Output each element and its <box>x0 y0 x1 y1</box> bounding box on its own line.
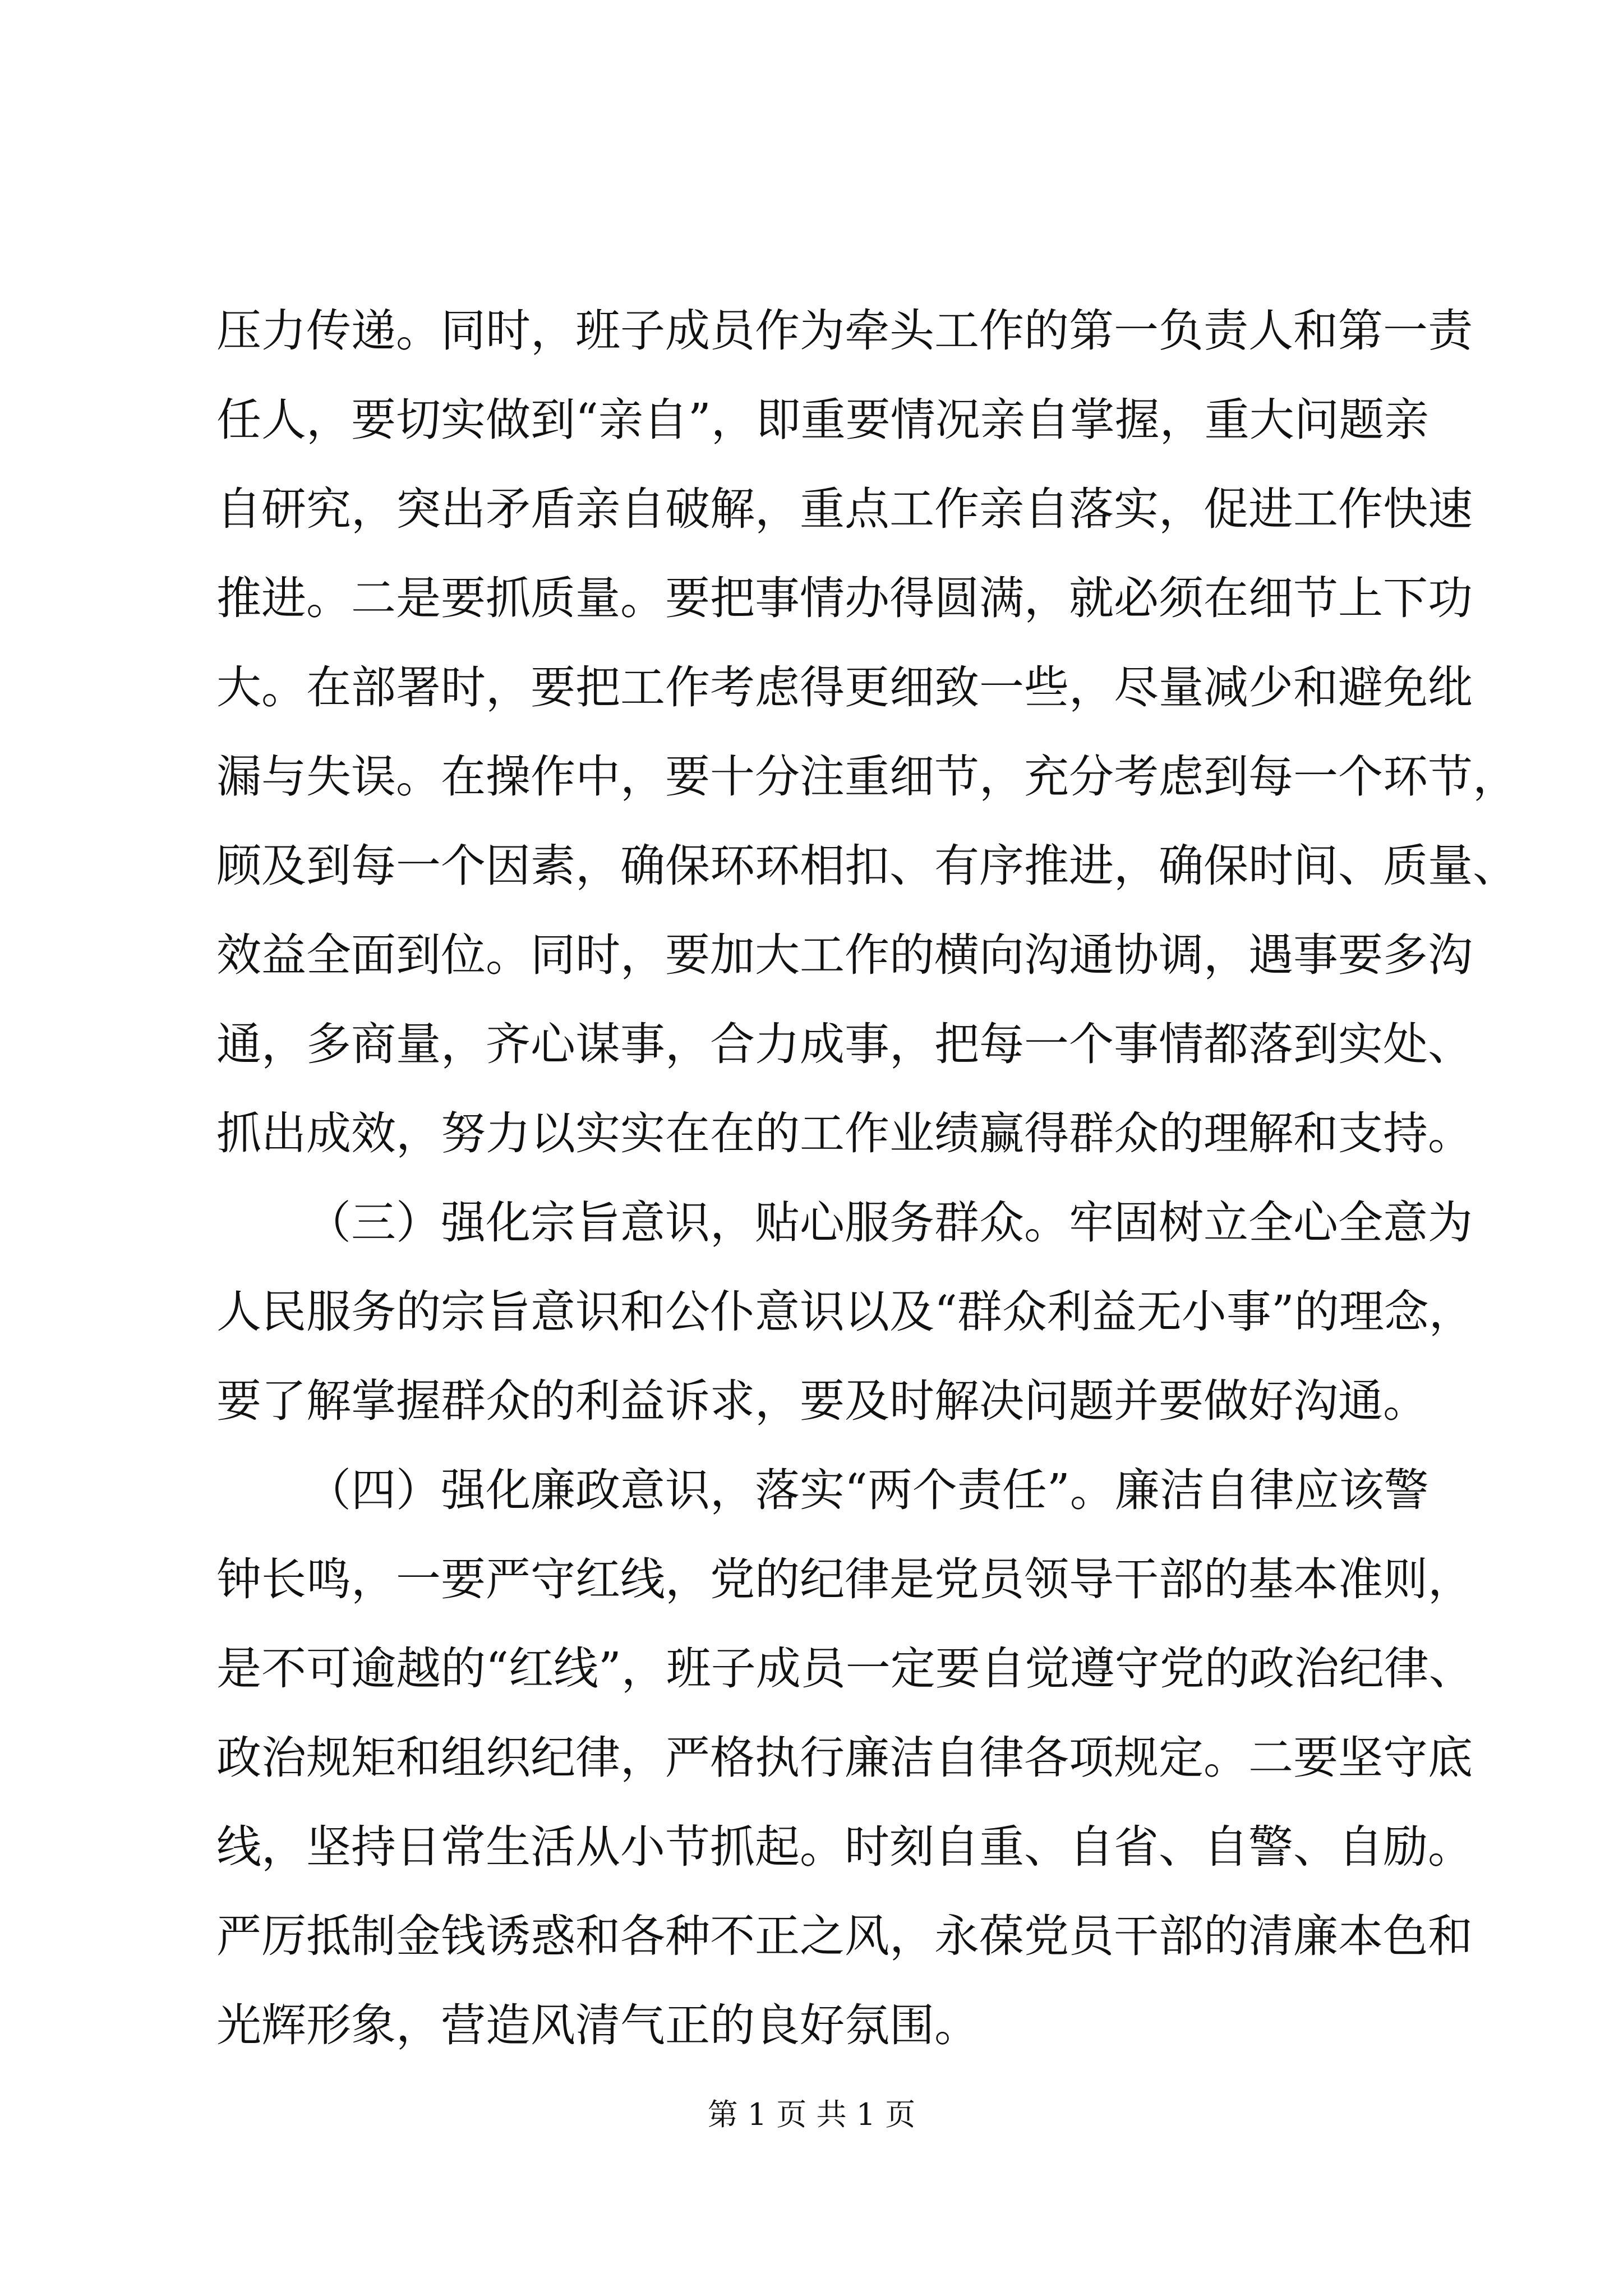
text-line: 是不可逾越的“红线”，班子成员一定要自觉遵守党的政治纪律、 <box>216 1642 1474 1695</box>
section-heading-line: （四）强化廉政意识，落实“两个责任”。廉洁自律应该警 <box>306 1464 1429 1516</box>
text-line: 光辉形象，营造风清气正的良好氛围。 <box>216 1999 979 2051</box>
text-line: 要了解掌握群众的利益诉求，要及时解决问题并要做好沟通。 <box>216 1375 1428 1427</box>
text-line: 大。在部署时，要把工作考虑得更细致一些，尽量减少和避免纰 <box>216 661 1473 714</box>
text-line: 压力传递。同时，班子成员作为牵头工作的第一负责人和第一责 <box>216 305 1473 357</box>
body-text <box>216 286 1518 2070</box>
text-line: 抓出成效，努力以实实在在的工作业绩赢得群众的理解和支持。 <box>216 1107 1473 1159</box>
section-heading-line: （三）强化宗旨意识，贴心服务群众。牢固树立全心全意为 <box>306 1197 1473 1249</box>
text-line: 人民服务的宗旨意识和公仆意识以及“群众利益无小事”的理念， <box>216 1286 1474 1338</box>
text-line: 严厉抵制金钱诱惑和各种不正之风，永葆党员干部的清廉本色和 <box>216 1910 1473 1962</box>
text-line: 顾及到每一个因素，确保环环相扣、有序推进，确保时间、质量、 <box>216 840 1518 892</box>
text-line: 任人，要切实做到“亲自”，即重要情况亲自掌握，重大问题亲 <box>216 394 1429 446</box>
page-number-footer: 第 1 页 共 1 页 <box>707 2097 916 2132</box>
text-line: 推进。二是要抓质量。要把事情办得圆满，就必须在细节上下功 <box>216 572 1473 624</box>
text-line: 效益全面到位。同时，要加大工作的横向沟通协调，遇事要多沟 <box>216 929 1473 981</box>
text-line: 通，多商量，齐心谋事，合力成事，把每一个事情都落到实处、 <box>216 1018 1473 1070</box>
text-line: 线，坚持日常生活从小节抓起。时刻自重、自省、自警、自励。 <box>216 1821 1473 1873</box>
text-line: 漏与失误。在操作中，要十分注重细节，充分考虑到每一个环节， <box>216 751 1518 803</box>
text-line: 自研究，突出矛盾亲自破解，重点工作亲自落实，促进工作快速 <box>216 483 1473 535</box>
text-line: 政治规矩和组织纪律，严格执行廉洁自律各项规定。二要坚守底 <box>216 1732 1473 1784</box>
text-line: 钟长鸣，一要严守红线，党的纪律是党员领导干部的基本准则， <box>216 1553 1473 1605</box>
